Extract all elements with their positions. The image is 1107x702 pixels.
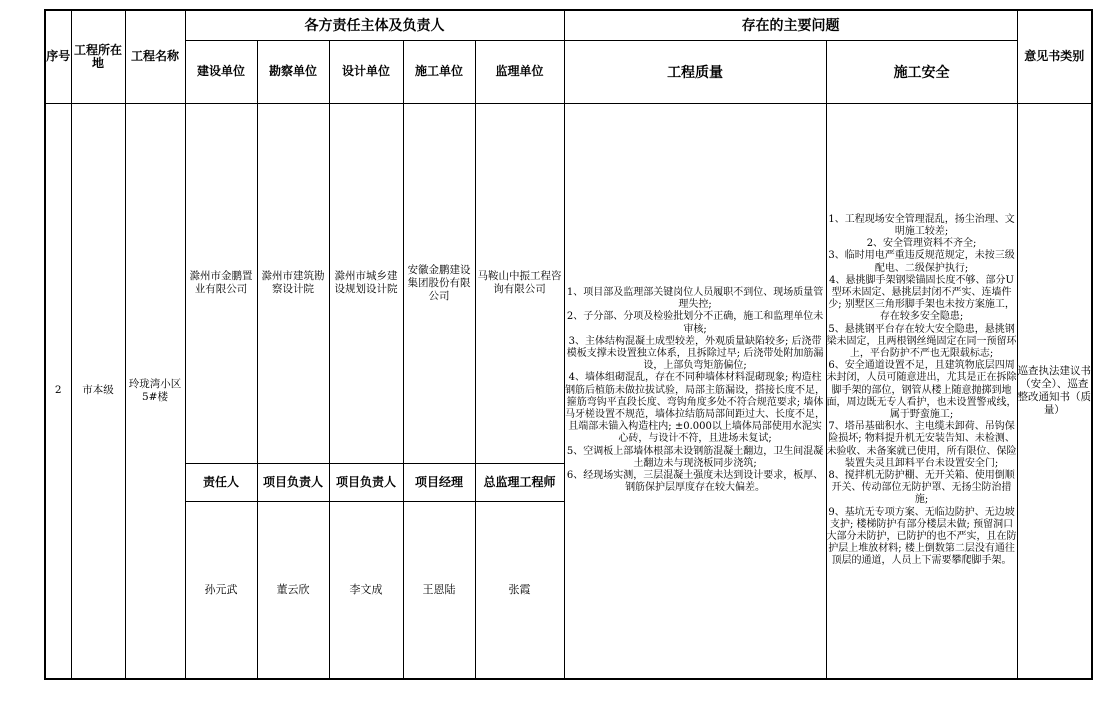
header-opinion-type [1017, 10, 1092, 103]
persons-header-chief-supervisor [475, 463, 564, 501]
person-design-value: 李文成 [349, 583, 383, 597]
header-quality-label: 工程质量 [667, 64, 724, 81]
header-quality [564, 40, 826, 103]
safety-issues-text: 1、工程现场安全管理混乱，扬尘治理、文明施工较差; 2、安全管理资料不齐全; 3、临时用电严重违反规范规定，未按三级配电、二级保护执行; 4、悬挑脚手架钢梁锚固长度不够、部分U型环未固定、悬挑层封闭不严实、连墙件少; 别墅区三角形脚手架也未按方案施工，存在较多安全隐患; 5、悬挑钢平台存在较大安全隐患，悬挑钢梁未固定，且两根钢丝绳固定在同一预留环上，平台防护不严也无限载标志; 6、安全通道设置不足，且建筑物底层四周未封闭，人员可随意进出，尤其是正在拆除脚手架的部位，钢管从楼上随意抛掷到地面，周边既无专人看护，也未设置警戒线，属于野蛮施工; 7、塔吊基础积水、主电缆未卸荷、吊钩保险损坏; 物料提升机无安装告知、未检测、未验收、未备案就已使用，所有限位、保险装置失灵且卸料平台未设置安全门; 8、搅拌机无防护棚、无开关箱、使用倒顺开关、传动部位无防护罩、无扬尘防治措施; 9、基坑无专项方案、无临边防护、无边坡支护; 楼梯防护有部分楼层未做; 预留洞口大部分未防护，已防护的也不严实，且在防护层上堆放材料; 楼上倒数第二层没有通往顶层的通道，人员上下需要攀爬脚手架。 [826, 213, 1017, 567]
persons-header-survey-lead-label: 项目负责人 [262, 474, 323, 489]
header-location [71, 10, 125, 103]
header-location-label: 工程所在地 [73, 42, 122, 70]
header-safety-label: 施工安全 [893, 64, 950, 81]
persons-header-responsible [185, 463, 257, 501]
header-construction-unit-label: 建设单位 [196, 64, 245, 78]
header-parties-group-label: 各方责任主体及负责人 [304, 18, 445, 35]
row-survey-unit [257, 103, 329, 463]
persons-header-project-manager-label: 项目经理 [414, 474, 463, 489]
persons-header-survey-lead [257, 463, 329, 501]
row-builder-unit [403, 103, 475, 463]
persons-header-project-manager [403, 463, 475, 501]
row-supervision-unit-value: 马鞍山中振工程咨询有限公司 [477, 270, 562, 295]
row-supervision-unit [475, 103, 564, 463]
header-design-unit [329, 40, 403, 103]
header-problems-group [564, 10, 1017, 40]
header-parties-group [185, 10, 564, 40]
row-design-unit [329, 103, 403, 463]
persons-header-chief-supervisor-label: 总监理工程师 [483, 474, 556, 489]
row-opinion-value: 巡查执法建议书（安全）、巡查整改通知书（质量） [1017, 364, 1092, 416]
row-construction-unit [185, 103, 257, 463]
inspection-table [44, 9, 1093, 680]
row-project-name-value: 玲珑湾小区5#楼 [128, 377, 182, 403]
header-project-name [125, 10, 185, 103]
header-survey-unit-label: 勘察单位 [268, 64, 317, 78]
header-supervision-unit [475, 40, 564, 103]
row-construction-unit-value: 滁州市金鹏置业有限公司 [189, 270, 253, 295]
row-quality-issues [564, 103, 826, 679]
row-survey-unit-value: 滁州市建筑勘察设计院 [261, 270, 325, 295]
header-project-name-label: 工程名称 [130, 49, 179, 64]
header-opinion-type-label: 意见书类别 [1024, 49, 1085, 64]
person-survey [257, 501, 329, 679]
header-seq-label: 序号 [46, 49, 71, 64]
row-opinion [1017, 103, 1092, 679]
header-design-unit-label: 设计单位 [341, 64, 390, 78]
row-builder-unit-value: 安徽金鹏建设集团股份有限公司 [407, 263, 471, 302]
header-construction-unit [185, 40, 257, 103]
person-builder-value: 王恩陆 [422, 583, 456, 597]
row-safety-issues [826, 103, 1017, 679]
quality-issues-text: 1、项目部及监理部关键岗位人员履职不到位、现场质量管理失控; 2、子分部、分项及检验批划分不正确，施工和监理单位未审核; 3、主体结构混凝土成型较差，外观质量缺陷较多; 后浇带模板支撑未设置独立体系，且拆除过早; 后浇带处附加筋漏设，上部负弯矩筋偏位; 4、墙体组砌混乱，存在不同种墙体材料混砌现象; 构造柱钢筋后植筋未做拉拔试验，局部主筋漏设，搭接长度不足，箍筋弯钩平直段长度、弯钩角度多处不符合规范要求; 墙体马牙槎设置不规范，墙体拉结筋局部间距过大、长度不足，且端部未锚入构造柱内; ±0.000以上墙体局部使用水泥实心砖，与设计不符，且进场未复试; 5、空调板上部墙体根部未设钢筋混凝土翻边，卫生间混凝土翻边未与现浇板同步浇筑; 6、经现场实测，三层混凝土强度未达到设计要求，板厚、钢筋保护层厚度存在较大偏差。 [565, 287, 826, 494]
header-builder-unit-label: 施工单位 [414, 64, 463, 78]
row-seq [45, 103, 71, 679]
persons-header-design-lead [329, 463, 403, 501]
person-builder [403, 501, 475, 679]
row-design-unit-value: 滁州市城乡建设规划设计院 [334, 270, 398, 295]
person-supervision [475, 501, 564, 679]
persons-header-responsible-label: 责任人 [202, 474, 239, 489]
row-project-name [125, 103, 185, 679]
person-construction [185, 501, 257, 679]
person-construction-value: 孙元武 [204, 583, 238, 597]
persons-header-design-lead-label: 项目负责人 [335, 474, 396, 489]
header-supervision-unit-label: 监理单位 [495, 64, 544, 78]
header-seq [45, 10, 71, 103]
person-design [329, 501, 403, 679]
header-problems-group-label: 存在的主要问题 [741, 18, 840, 35]
header-builder-unit [403, 40, 475, 103]
row-location-value: 市本级 [82, 384, 114, 397]
row-location [71, 103, 125, 679]
header-survey-unit [257, 40, 329, 103]
person-survey-value: 董云欣 [276, 583, 310, 597]
person-supervision-value: 张霞 [508, 583, 531, 597]
row-seq-value: 2 [54, 384, 62, 397]
header-safety [826, 40, 1017, 103]
